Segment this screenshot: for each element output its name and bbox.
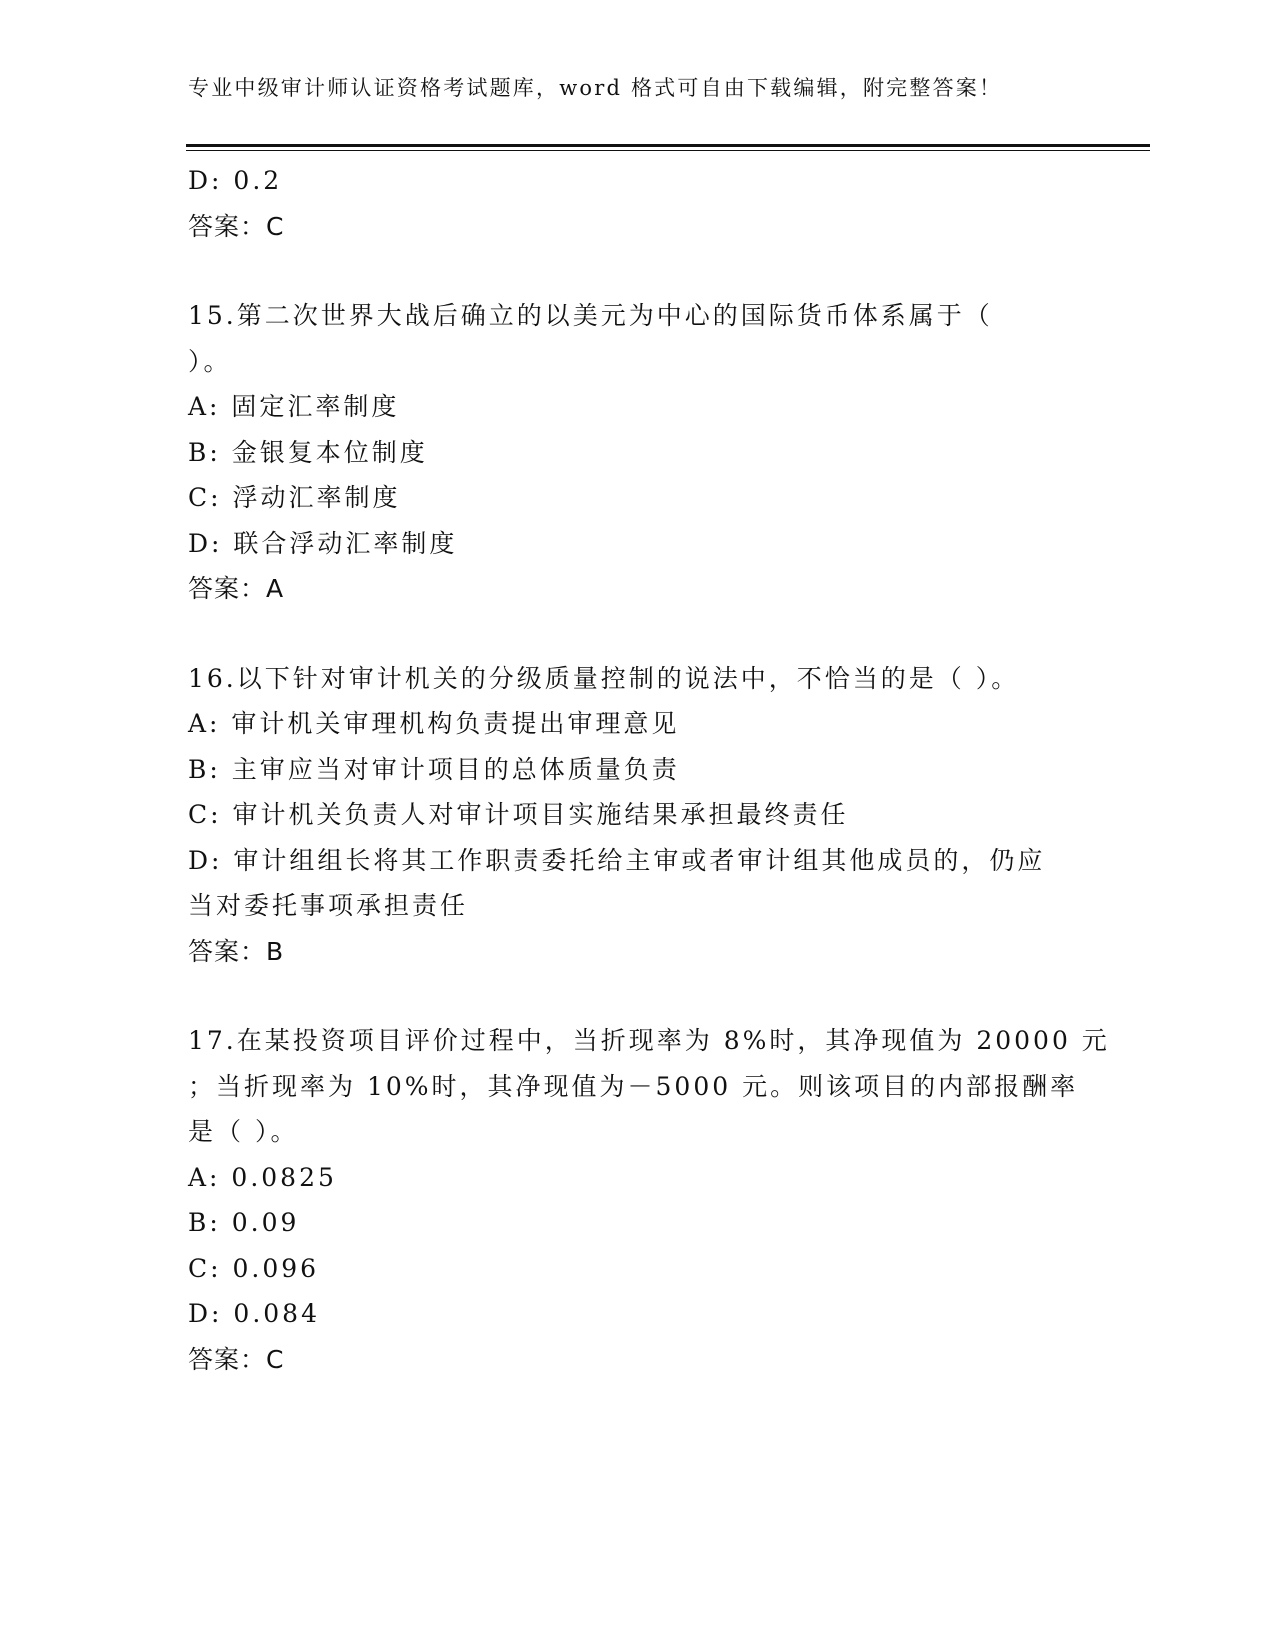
q14-answer: 答案：C [188, 211, 285, 241]
q16-stem-line-1: 16.以下针对审计机关的分级质量控制的说法中，不恰当的是（ ）。 [188, 663, 1020, 693]
q17-stem-line-1: 17.在某投资项目评价过程中，当折现率为 8%时，其净现值为 20000 元 [188, 1026, 1110, 1055]
q15-stem-line-1: 15.第二次世界大战后确立的以美元为中心的国际货币体系属于（ [188, 301, 993, 330]
q16-option-b: B: 主审应当对审计项目的总体质量负责 [188, 754, 680, 784]
question-15 [188, 293, 1088, 612]
q16-option-d-continuation: 当对委托事项承担责任 [188, 891, 469, 920]
q16-option-a: A: 审计机关审理机构负责提出审理意见 [188, 709, 680, 738]
q15-option-b: B: 金银复本位制度 [188, 437, 428, 467]
q17-option-c: C: 0.096 [188, 1253, 320, 1283]
question-17 [188, 1018, 1110, 1382]
q14-option-d: D: 0.2 [188, 166, 283, 195]
q15-answer: 答案：A [188, 574, 285, 603]
q15-option-a: A: 固定汇率制度 [188, 392, 400, 421]
q15-stem-line-2: ）。 [188, 346, 232, 376]
q17-answer: 答案：C [188, 1344, 285, 1374]
question-16 [188, 656, 1088, 975]
q15-option-c: C: 浮动汇率制度 [188, 483, 401, 512]
q16-answer: 答案：B [188, 936, 285, 966]
header-divider [186, 144, 1150, 151]
q17-stem-line-2: ；当折现率为 10%时，其净现值为－5000 元。则该项目的内部报酬率 [188, 1071, 1079, 1101]
document-header: 专业中级审计师认证资格考试题库，word 格式可自由下载编辑，附完整答案！ [188, 76, 1003, 100]
q17-option-a: A: 0.0825 [188, 1162, 337, 1192]
q16-option-c: C: 审计机关负责人对审计项目实施结果承担最终责任 [188, 800, 849, 829]
q17-option-b: B: 0.09 [188, 1208, 300, 1237]
q17-option-d: D: 0.084 [188, 1299, 320, 1328]
q15-option-d: D: 联合浮动汇率制度 [188, 528, 458, 558]
document-body [188, 158, 1110, 1382]
q17-stem-line-3: 是（ ）。 [188, 1117, 299, 1146]
q16-option-d: D: 审计组组长将其工作职责委托给主审或者审计组其他成员的，仍应 [188, 845, 1046, 875]
